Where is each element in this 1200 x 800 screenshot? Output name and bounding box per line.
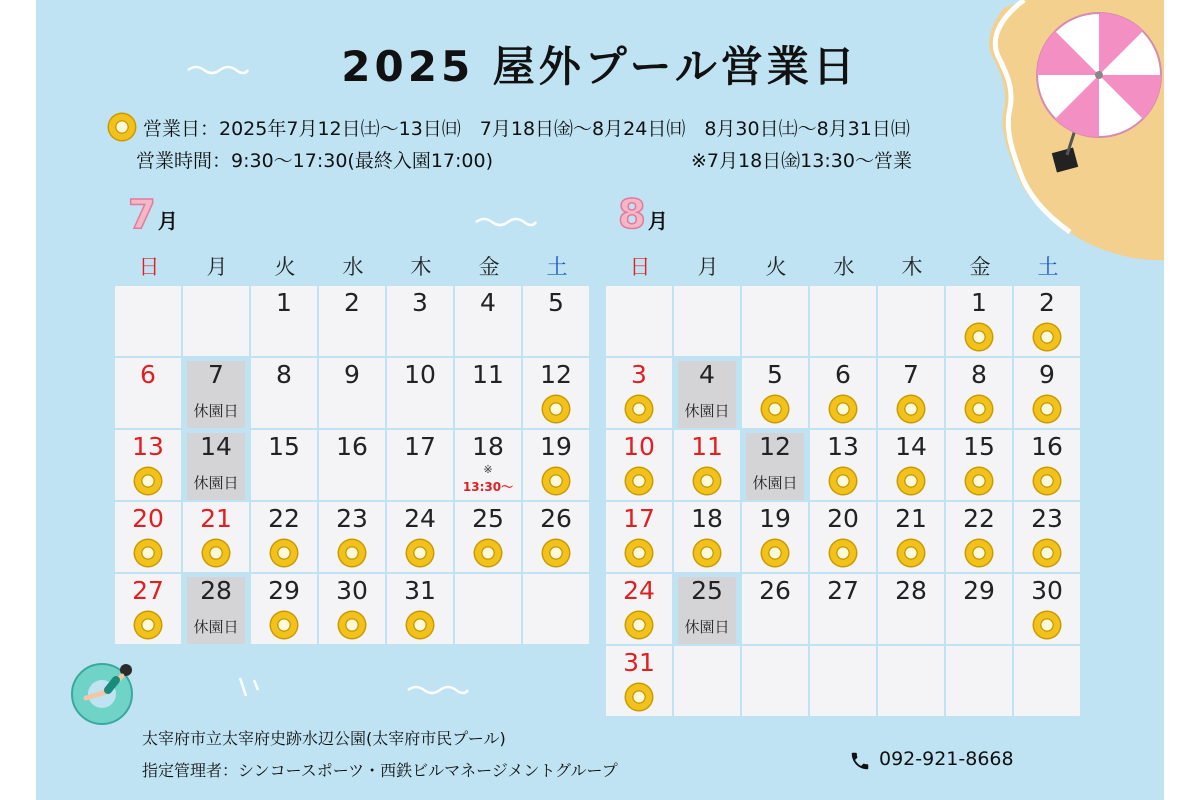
day-number: 27: [132, 576, 164, 605]
calendar-day: [946, 286, 1012, 356]
open-day-ring-icon: [966, 468, 992, 494]
weekday-label: 日: [138, 255, 160, 279]
calendar-empty-cell: [674, 286, 740, 356]
calendar-day: [946, 574, 1012, 644]
flyer-background: [36, 0, 1164, 800]
day-number: 4: [480, 288, 496, 317]
open-day-ring-icon: [543, 468, 569, 494]
swim-ring-illustration: [66, 654, 146, 732]
day-number: 23: [336, 504, 368, 533]
calendar-day: [946, 430, 1012, 500]
day-number: 10: [404, 360, 436, 389]
calendar-day: [742, 502, 808, 572]
calendar-day: [606, 574, 672, 644]
day-number: 19: [759, 504, 791, 533]
day-number: 13: [132, 432, 164, 461]
calendar-empty-cell: [810, 646, 876, 716]
calendar-day: [183, 430, 249, 500]
day-number: 11: [472, 360, 504, 389]
day-number: 10: [623, 432, 655, 461]
phone-icon: [849, 750, 871, 772]
open-day-ring-icon: [407, 540, 433, 566]
calendar-day: [523, 286, 589, 356]
day-number: 1: [276, 288, 292, 317]
calendar-empty-cell: [606, 286, 672, 356]
open-day-ring-icon: [966, 396, 992, 422]
day-number: 15: [963, 432, 995, 461]
day-number: 5: [767, 360, 783, 389]
day-number: 25: [691, 576, 723, 605]
phone-number: 092-921-8668: [879, 748, 1014, 770]
closed-day-label: 休園日: [193, 618, 239, 636]
day-number: 23: [1031, 504, 1063, 533]
calendar-grid: [606, 286, 1082, 716]
calendar-empty-cell: [946, 646, 1012, 716]
open-day-ring-icon: [475, 540, 501, 566]
calendar-empty-cell: [742, 286, 808, 356]
calendar-day: [878, 430, 944, 500]
calendar-day: [878, 358, 944, 428]
calendar-empty-cell: [742, 646, 808, 716]
calendar-day: [1014, 430, 1080, 500]
day-number: 24: [623, 576, 655, 605]
day-number: 18: [472, 432, 504, 461]
calendar-day: [878, 574, 944, 644]
day-number: 6: [835, 360, 851, 389]
closed-day-label: 休園日: [684, 618, 730, 636]
weekday-label: 金: [478, 255, 500, 279]
day-number: 30: [336, 576, 368, 605]
calendar-empty-cell: [115, 286, 181, 356]
weekday-label: 木: [410, 255, 432, 279]
weekday-label: 火: [765, 255, 787, 279]
day-number: 22: [268, 504, 300, 533]
wave-decoration: [236, 676, 266, 700]
calendar-empty-cell: [183, 286, 249, 356]
open-day-ring-icon: [898, 396, 924, 422]
day-number: 28: [200, 576, 232, 605]
calendar-day: [387, 502, 453, 572]
day-number: 14: [200, 432, 232, 461]
calendar-empty-cell: [1014, 646, 1080, 716]
day-number: 31: [623, 648, 655, 677]
calendar-day: [878, 502, 944, 572]
calendar-day: [183, 574, 249, 644]
day-number: 21: [895, 504, 927, 533]
open-day-ring-icon: [626, 540, 652, 566]
day-number: 25: [472, 504, 504, 533]
weekday-label: 土: [546, 255, 568, 279]
calendar-day: [387, 358, 453, 428]
calendar-empty-cell: [878, 286, 944, 356]
day-number: 1: [971, 288, 987, 317]
calendar-day: [674, 358, 740, 428]
open-day-ring-icon: [1034, 468, 1060, 494]
closed-day-label: 休園日: [193, 474, 239, 492]
calendar-day: [455, 502, 521, 572]
weekday-label: 火: [274, 255, 296, 279]
calendar-day: [115, 502, 181, 572]
calendar-day: [810, 430, 876, 500]
calendar-day: [523, 430, 589, 500]
manager-text: 指定管理者：シンコースポーツ・西鉄ビルマネージメントグループ: [142, 761, 618, 780]
calendar-day: [742, 574, 808, 644]
wave-decoration: [406, 682, 470, 696]
day-number: 2: [1039, 288, 1055, 317]
note-time: 13:30〜: [462, 480, 514, 494]
calendar-day: [455, 358, 521, 428]
day-number: 17: [404, 432, 436, 461]
july-number: 7: [128, 192, 156, 238]
weekday-label: 木: [901, 255, 923, 279]
calendar-day: [674, 430, 740, 500]
calendar-day: [674, 502, 740, 572]
weekday-label: 月: [206, 255, 228, 279]
day-number: 4: [699, 360, 715, 389]
open-day-ring-icon: [966, 324, 992, 350]
day-number: 21: [200, 504, 232, 533]
calendar-empty-cell: [878, 646, 944, 716]
july-suffix: 月: [157, 209, 178, 233]
calendar-empty-cell: [455, 574, 521, 644]
calendar-day: [1014, 358, 1080, 428]
day-number: 11: [691, 432, 723, 461]
open-day-ring-icon: [626, 612, 652, 638]
calendar-day: [319, 358, 385, 428]
day-number: 3: [412, 288, 428, 317]
day-number: 22: [963, 504, 995, 533]
day-number: 2: [344, 288, 360, 317]
calendar-day: [946, 502, 1012, 572]
calendar-day: [455, 430, 521, 500]
day-number: 20: [827, 504, 859, 533]
open-day-ring-icon: [271, 540, 297, 566]
open-day-ring-icon: [135, 468, 161, 494]
open-day-ring-icon: [135, 540, 161, 566]
august-label: [618, 192, 668, 238]
weekday-label: 月: [697, 255, 719, 279]
calendar-day: [523, 502, 589, 572]
note-mark: ※: [483, 463, 493, 476]
calendar-august: [606, 250, 1082, 716]
august-number: 8: [618, 192, 646, 238]
day-number: 8: [276, 360, 292, 389]
calendar-day: [606, 430, 672, 500]
closed-day-label: 休園日: [684, 402, 730, 420]
calendar-empty-cell: [523, 574, 589, 644]
open-day-ring-icon: [1034, 612, 1060, 638]
calendar-day: [183, 358, 249, 428]
open-day-ring-icon: [626, 468, 652, 494]
calendar-day: [251, 430, 317, 500]
calendar-empty-cell: [810, 286, 876, 356]
calendar-day: [319, 286, 385, 356]
day-number: 16: [336, 432, 368, 461]
calendar-day: [319, 502, 385, 572]
weekday-label: 水: [342, 255, 364, 279]
calendar-day: [674, 574, 740, 644]
open-day-ring-icon: [543, 540, 569, 566]
day-number: 17: [623, 504, 655, 533]
calendar-day: [1014, 502, 1080, 572]
open-day-ring-icon: [1034, 396, 1060, 422]
calendar-grid: [115, 286, 591, 644]
day-number: 30: [1031, 576, 1063, 605]
calendar-day: [251, 286, 317, 356]
open-days-text: 営業日：2025年7月12日㈯〜13日㈰ 7月18日㈮〜8月24日㈰ 8月30日㈯〜8月31日㈰: [143, 118, 910, 140]
day-number: 26: [540, 504, 572, 533]
day-number: 16: [1031, 432, 1063, 461]
open-day-ring-icon: [626, 396, 652, 422]
day-number: 15: [268, 432, 300, 461]
calendar-day: [387, 574, 453, 644]
open-day-ring-icon: [898, 468, 924, 494]
open-day-ring-icon: [271, 612, 297, 638]
open-day-ring-icon: [1034, 540, 1060, 566]
calendar-day: [606, 646, 672, 716]
open-day-ring-icon: [966, 540, 992, 566]
hours-note: ※7月18日㈮13:30〜営業: [691, 150, 912, 172]
calendar-empty-cell: [674, 646, 740, 716]
park-name: 太宰府市立太宰府史跡水辺公園(太宰府市民プール): [142, 729, 506, 748]
calendar-day: [742, 358, 808, 428]
open-day-ring-icon: [109, 114, 135, 140]
weekday-label: 水: [833, 255, 855, 279]
weekday-label: 土: [1037, 255, 1059, 279]
weekday-label: 金: [969, 255, 991, 279]
calendar-day: [183, 502, 249, 572]
calendar-day: [455, 286, 521, 356]
open-day-ring-icon: [830, 468, 856, 494]
calendar-day: [1014, 286, 1080, 356]
calendar-day: [810, 574, 876, 644]
day-number: 12: [540, 360, 572, 389]
open-day-ring-icon: [135, 612, 161, 638]
open-day-ring-icon: [694, 468, 720, 494]
day-number: 26: [759, 576, 791, 605]
hours-text: 営業時間：9:30〜17:30(最終入園17:00): [136, 150, 494, 172]
day-number: 29: [963, 576, 995, 605]
day-number: 7: [903, 360, 919, 389]
open-day-ring-icon: [762, 540, 788, 566]
calendar-day: [319, 574, 385, 644]
wave-decoration: [474, 214, 538, 228]
closed-day-label: 休園日: [752, 474, 798, 492]
day-number: 28: [895, 576, 927, 605]
day-number: 9: [344, 360, 360, 389]
open-day-ring-icon: [407, 612, 433, 638]
calendar-day: [251, 574, 317, 644]
calendar-day: [115, 430, 181, 500]
day-number: 12: [759, 432, 791, 461]
page-title: 2025 屋外プール営業日: [341, 42, 859, 91]
calendar-day: [606, 502, 672, 572]
calendar-day: [606, 358, 672, 428]
calendar-day: [523, 358, 589, 428]
calendar-day: [946, 358, 1012, 428]
open-day-ring-icon: [543, 396, 569, 422]
day-number: 14: [895, 432, 927, 461]
open-day-ring-icon: [830, 540, 856, 566]
calendar-day: [251, 502, 317, 572]
calendar-day: [387, 430, 453, 500]
open-day-ring-icon: [898, 540, 924, 566]
open-day-ring-icon: [626, 684, 652, 710]
calendar-day: [387, 286, 453, 356]
day-number: 8: [971, 360, 987, 389]
calendar-day: [251, 358, 317, 428]
calendar-day: [742, 430, 808, 500]
weekday-header: [115, 250, 591, 284]
july-label: [128, 192, 178, 238]
day-number: 29: [268, 576, 300, 605]
day-number: 13: [827, 432, 859, 461]
day-number: 27: [827, 576, 859, 605]
open-day-ring-icon: [203, 540, 229, 566]
weekday-label: 日: [629, 255, 651, 279]
open-day-ring-icon: [830, 396, 856, 422]
open-day-ring-icon: [762, 396, 788, 422]
day-number: 3: [631, 360, 647, 389]
calendar-day: [319, 430, 385, 500]
day-number: 9: [1039, 360, 1055, 389]
day-number: 5: [548, 288, 564, 317]
weekday-header: [606, 250, 1082, 284]
day-number: 7: [208, 360, 224, 389]
calendar-july: [115, 250, 591, 644]
open-day-ring-icon: [694, 540, 720, 566]
calendar-day: [115, 574, 181, 644]
open-day-ring-icon: [339, 612, 365, 638]
calendar-day: [810, 502, 876, 572]
open-day-ring-icon: [339, 540, 365, 566]
day-number: 6: [140, 360, 156, 389]
day-number: 31: [404, 576, 436, 605]
calendar-day: [115, 358, 181, 428]
open-day-ring-icon: [1034, 324, 1060, 350]
day-number: 24: [404, 504, 436, 533]
august-suffix: 月: [647, 209, 668, 233]
day-number: 18: [691, 504, 723, 533]
day-number: 20: [132, 504, 164, 533]
closed-day-label: 休園日: [193, 402, 239, 420]
calendar-day: [810, 358, 876, 428]
calendar-day: [1014, 574, 1080, 644]
day-number: 19: [540, 432, 572, 461]
